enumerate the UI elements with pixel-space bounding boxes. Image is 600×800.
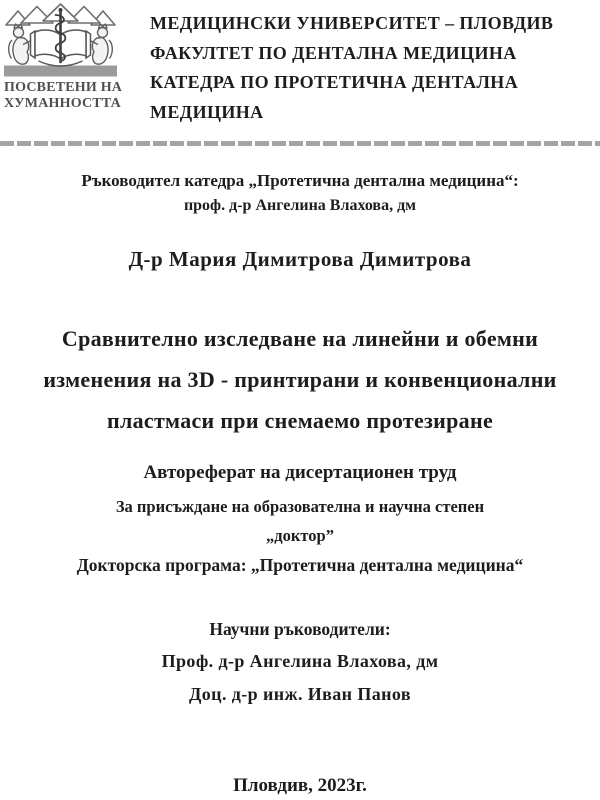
dashed-separator-rule	[0, 141, 600, 146]
university-motto	[4, 80, 122, 112]
dissertation-title-line-2: изменения на 3D - принтирани и конвенционални	[43, 367, 557, 392]
faculty-name-line: ФАКУЛТЕТ ПО ДЕНТАЛНА МЕДИЦИНА	[150, 42, 517, 63]
department-head-block	[0, 168, 600, 218]
dissertation-title-line-3: пластмаси при снемаемо протезиране	[106, 408, 494, 433]
institution-header	[150, 9, 600, 127]
dissertation-title-line-1: Сравнително изследване на линейни и обемни	[61, 326, 539, 351]
university-name-line: МЕДИЦИНСКИ УНИВЕРСИТЕТ – ПЛОВДИВ	[150, 13, 554, 33]
department-head-name: проф. д-р Ангелина Влахова, дм	[183, 197, 417, 214]
department-name-line-2: МЕДИЦИНА	[150, 101, 264, 122]
supervisor-name-1: Проф. д-р Ангелина Влахова, дм	[161, 651, 439, 671]
department-head-title: Ръководител катедра „Протетична дентална медицина“:	[81, 171, 519, 190]
author-name: Д-р Мария Димитрова Димитрова	[128, 247, 472, 271]
university-coat-of-arms-icon	[4, 2, 117, 77]
city-year-line: Пловдив, 2023г.	[233, 775, 367, 796]
supervisor-name-2: Доц. д-р инж. Иван Панов	[189, 684, 411, 704]
motto-line-1: ПОСВЕТЕНИ НА	[4, 80, 123, 95]
department-name-line-1: КАТЕДРА ПО ПРОТЕТИЧНА ДЕНТАЛНА	[150, 72, 519, 92]
thesis-document-type: Автореферат на дисертационен труд	[143, 462, 457, 483]
thesis-purpose: За присъждане на образователна и научна степен	[115, 497, 485, 516]
supervisors-heading: Научни ръководители:	[209, 619, 391, 639]
motto-line-2: ХУМАННОСТТА	[4, 96, 121, 111]
doctoral-program: Докторска програма: „Протетична дентална медицина“	[76, 555, 524, 575]
banner-bar	[4, 66, 117, 77]
university-logo	[4, 2, 122, 112]
thesis-degree: „доктор”	[266, 526, 334, 545]
dissertation-title	[0, 318, 600, 441]
